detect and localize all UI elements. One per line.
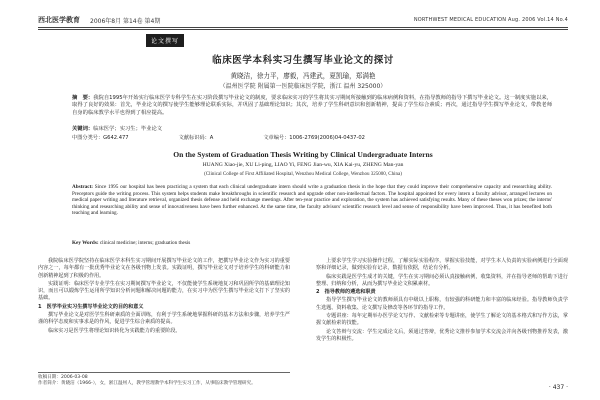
author-bio: 作者简介：黄晓洁（1966-），女，浙江温州人，教学管理教学本科学生实习工作，从事临床教学管理研究。 xyxy=(38,381,256,386)
authors-cn: 黄晓洁，徐力平，廖毅，冯建武，夏凯瑜，郑满艳 xyxy=(230,72,376,80)
section-heading: 2 指导教师的遴选和职责 xyxy=(316,289,376,296)
affiliation-en: (Clinical College of First Affiliated Hospital, Wenzhou Medical College, Wenzhou 325000, China) xyxy=(204,172,402,177)
body-paragraph: 上要求学生学习实验操作过程，了解实际实验程序，掌握实验技能，对学生本人负责的实验病例进行全面观察和详细记录，做到实验有记录，数据有依据，结论有分析。 xyxy=(316,258,568,272)
abstract-en-label: Abstract: xyxy=(72,184,94,190)
keywords-cn xyxy=(72,126,552,133)
classification-line xyxy=(72,134,552,141)
body-paragraph: 论文答辩与交流：学生完成论文后，须通过答辩，优秀论文推荐参加学术交流会并向各级刊物推荐发表，激发学生的积极性。 xyxy=(316,328,568,342)
body-paragraph: 指导学生撰写毕业论文的教师须具有中级以上职称，有较强的科研能力和丰富的临床经验。指导教师负责学生选题、资料收集、论文撰写及修改等各环节的指导工作。 xyxy=(316,297,568,311)
journal-title: 西北医学教育 xyxy=(38,15,80,24)
keywords-en-label: Key Words: xyxy=(72,240,99,246)
article-title-en: On the System of Graduation Thesis Writing by Clinical Undergraduate Interns xyxy=(173,150,433,159)
header-rule xyxy=(38,27,568,28)
doc-label: 文献标识码： xyxy=(178,135,210,141)
doc-value: A xyxy=(209,135,214,141)
keywords-cn-text: 临床医学；实习生；毕业论文 xyxy=(93,126,163,132)
body-paragraph: 我院临床医学院坚持在临床医学本科生实习期间开展撰写毕业论文的工作，把撰写毕业论文作为实习的重要内容之一，每年都有一批优秀毕业论文在各级刊物上发表。实践证明，撰写毕业论文对于培养学生的科研能力和创新精神起到了积极的作用。 xyxy=(38,258,290,279)
body-paragraph: 专题讲座：每年定期举办医学论文写作、文献检索等专题讲座，使学生了解论文的基本格式和写作方法，掌握文献检索的技能。 xyxy=(316,313,568,327)
section-heading: 1 医学毕业实习生撰写毕业论文的目的和意义 xyxy=(38,303,144,310)
body-column-right xyxy=(316,258,568,344)
keywords-label: 关键词： xyxy=(72,126,94,132)
affiliation-cn: （温州医学院 附属第一医院临床医学院，浙江 温州 325000） xyxy=(219,83,387,90)
authors-en: HUANG Xiao-jie, XU Li-ping, LIAO Yi, FENG Jian-wu, XIA Kai-yu, ZHENG Man-yan xyxy=(202,162,404,168)
abstract-cn-text: 我院自1995年开始实行临床医学专科学生在实习阶段撰写毕业论文的制度，要求临床实习的学生将其实习期间所接触到的临床病例和资料，在指导教师的指导下撰写毕业论文。这一制度实施以来，取得了良好的效果：首先，毕业论文的撰写使学生能够理论联系实际，并巩固了基础理论知识；其次，培养了学生科研意识和创新精神，提高了学生综合素质；再次，通过指导学生撰写毕业论文，带教老师自身的临床教学水平也得到了相应提高。 xyxy=(72,95,552,116)
abstract-en xyxy=(72,184,552,217)
page-number: · 437 · xyxy=(548,384,568,391)
footnote xyxy=(38,372,290,387)
keywords-en xyxy=(72,240,552,247)
body-paragraph: 实践证明：临床医学专业学生在实习期间撰写毕业论文，不仅能使学生系统地复习和巩固所学的基础理论知识，而且可以锻炼学生运用所学知识分析问题和解决问题的能力，在实习中为医学生撰写毕业论文打下了坚实的基础。 xyxy=(38,280,290,302)
body-paragraph: 临床实践是医学生成才的关键，学生在实习期间必须认真接触病例，收集资料，并在指导老师的帮助下进行整理、归纳和分析，从而为撰写毕业论文积累素材。 xyxy=(316,273,568,287)
body-paragraph: 临床实习是医学生将理论知识转化为实践能力的重要阶段。 xyxy=(48,327,181,334)
article-no-value: 1006-2769(2006)04-0437-02 xyxy=(289,135,365,141)
body-paragraph: 撰写毕业论文是对医学生科研素质的全面训练，有利于学生系统地掌握科研的基本方法和步骤，培养学生严谨的科学态度和实事求是的作风，促进学生综合素质的提高。 xyxy=(38,312,290,326)
header-rule-thin xyxy=(38,29,568,30)
journal-page xyxy=(38,0,568,400)
clc-label: 中图分类号： xyxy=(72,135,104,141)
received-date: 收稿日期：2006-03-08 xyxy=(38,375,88,380)
article-title-cn: 临床医学本科实习生撰写毕业论文的探讨 xyxy=(212,55,394,66)
clc-code xyxy=(72,134,129,141)
abstract-label: 摘 要： xyxy=(72,95,94,101)
journal-issue: 2006年8月 第14卷 第4期 xyxy=(90,17,161,25)
abstract-cn xyxy=(72,95,552,117)
clc-value: G642.477 xyxy=(103,135,129,141)
article-number xyxy=(263,134,365,141)
doc-code xyxy=(179,134,214,141)
body-column-left xyxy=(38,258,290,336)
journal-english-info: NORTHWEST MEDICAL EDUCATION Aug. 2006 Vol.14 No.4 xyxy=(413,17,568,23)
running-header xyxy=(38,14,568,26)
keywords-en-text: clinical medicine; interns; graduation thesis xyxy=(99,240,191,246)
abstract-en-text: Since 1995 our hospital has been practicing a system that each clinical undergraduate intern should write a graduation thesis in the hope that they could improve their comprehensive capacity and researching ability. Preceptors guide the writing process. This system helps students make breakthroughs in scientific research and upgrade other non-intellectual factors. The hospital appointed for every intern a faculty advisor, arranged lectures on medical paper writing and literature retrieval, organized thesis defense and held exchange meetings. After ten-year practice and exploration, the system has achieved satisfying results. Many of these theses won prizes; the interns' thinking and researching ability and sense of innovativeness have been further enhanced. At the same time, the faculty advisors' scientific research level and sense of responsibility have been improved. Thus, it has benefited both teaching and learning. xyxy=(72,184,552,216)
section-tag: 论文撰写 xyxy=(146,34,184,47)
article-no-label: 文章编号： xyxy=(263,135,290,141)
